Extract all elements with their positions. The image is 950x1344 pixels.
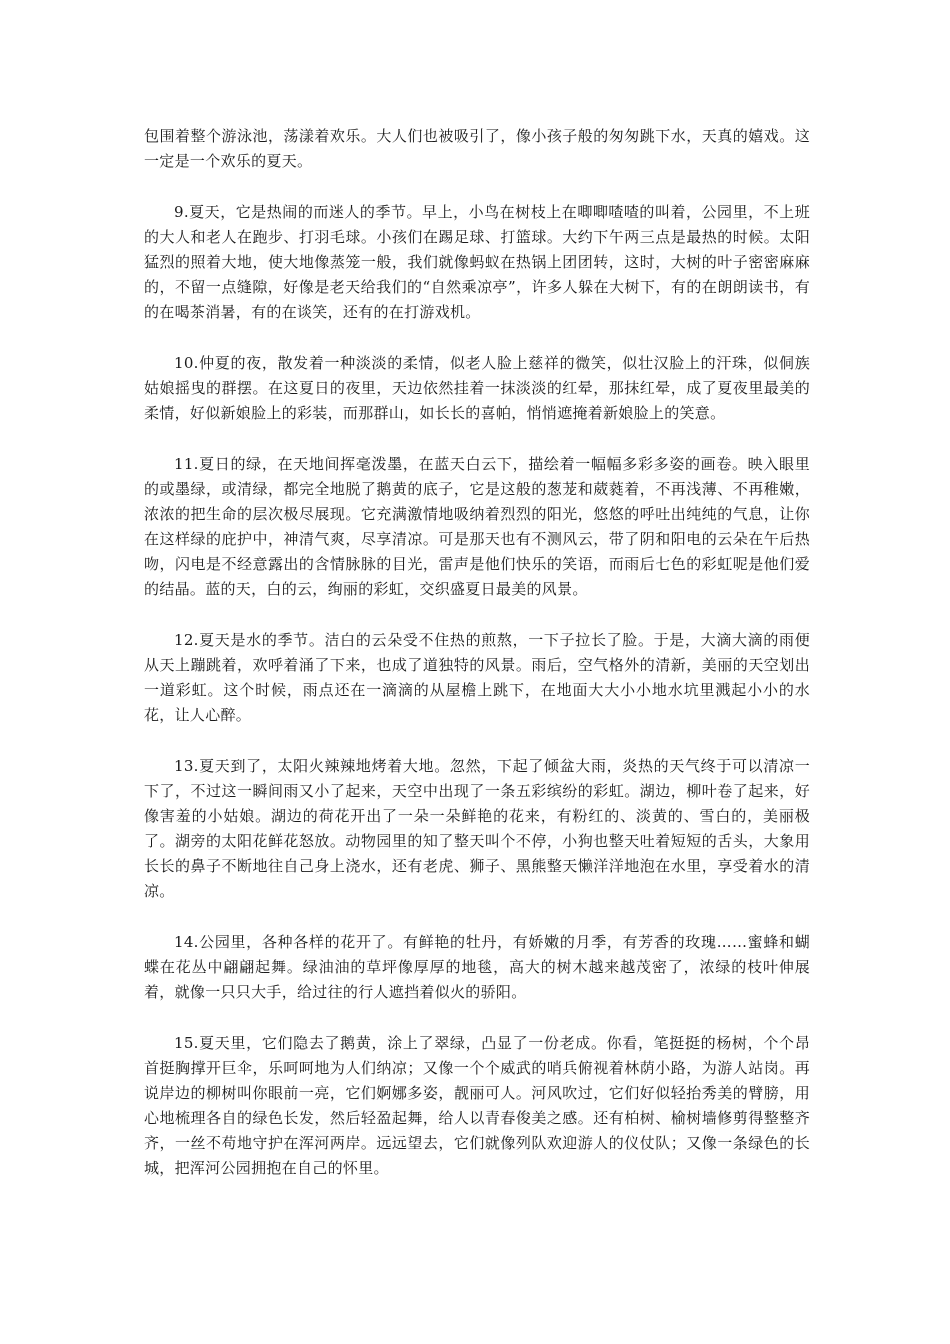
paragraph-continued: 包围着整个游泳池，荡漾着欢乐。大人们也被吸引了，像小孩子般的匆匆跳下水，天真的嬉戏。这一定是一个欢乐的夏天。 [144, 127, 810, 170]
paragraph-11: 11.夏日的绿，在天地间挥毫泼墨，在蓝天白云下，描绘着一幅幅多彩多姿的画卷。映入眼里的或墨绿，或清绿，都完全地脱了鹅黄的底子，它是这般的葱茏和葳蕤着，不再浅薄、不再稚嫩，浓浓的把生命的层次极尽展现。它充满激情地吸纳着烈烈的阳光，悠悠的呼吐出纯纯的气息，让你在这样绿的庇护中，神清气爽，尽享清凉。可是那天也有不测风云，带了阴和阳电的云朵在午后热吻，闪电是不经意露出的含情脉脉的目光，雷声是他们快乐的笑语，而雨后七色的彩虹呢是他们爱的结晶。蓝的天，白的云，绚丽的彩虹，交织盛夏日最美的风景。 [144, 455, 810, 598]
document-page [144, 124, 810, 1207]
paragraph-10: 10.仲夏的夜，散发着一种淡淡的柔情，似老人脸上慈祥的微笑，似壮汉脸上的汗珠，似侗族姑娘摇曳的群摆。在这夏日的夜里，天边依然挂着一抹淡淡的红晕，那抹红晕，成了夏夜里最美的柔情，好似新娘脸上的彩装，而那群山，如长长的喜帕，悄悄遮掩着新娘脸上的笑意。 [144, 354, 810, 422]
paragraph-12: 12.夏天是水的季节。洁白的云朵受不住热的煎熬，一下子拉长了脸。于是，大滴大滴的雨便从天上蹦跳着，欢呼着涌了下来，也成了道独特的风景。雨后，空气格外的清新，美丽的天空划出一道彩虹。这个时候，雨点还在一滴滴的从屋檐上跳下，在地面大大小小地水坑里溅起小小的水花，让人心醉。 [144, 631, 810, 724]
paragraph-15: 15.夏天里，它们隐去了鹅黄，涂上了翠绿，凸显了一份老成。你看，笔挺挺的杨树，个个昂首挺胸撑开巨伞，乐呵呵地为人们纳凉；又像一个个威武的哨兵俯视着林荫小路，为游人站岗。再说岸边的柳树叫你眼前一亮，它们婀娜多姿，靓丽可人。河风吹过，它们好似轻抬秀美的臂膀，用心地梳理各自的绿色长发，然后轻盈起舞，给人以青春俊美之感。还有柏树、榆树墙修剪得整整齐齐，一丝不苟地守护在浑河两岸。远远望去，它们就像列队欢迎游人的仪仗队；又像一条绿色的长城，把浑河公园拥抱在自己的怀里。 [144, 1034, 810, 1177]
paragraph-14: 14.公园里，各种各样的花开了。有鲜艳的牡丹，有娇嫩的月季，有芳香的玫瑰……蜜蜂和蝴蝶在花丛中翩翩起舞。绿油油的草坪像厚厚的地毯，高大的树木越来越茂密了，浓绿的枝叶伸展着，就像一只只大手，给过往的行人遮挡着似火的骄阳。 [144, 933, 810, 1001]
paragraph-9: 9.夏天，它是热闹的而迷人的季节。早上，小鸟在树枝上在唧唧喳喳的叫着，公园里，不上班的大人和老人在跑步、打羽毛球。小孩们在踢足球、打篮球。大约下午两三点是最热的时候。太阳猛烈的照着大地，使大地像蒸笼一般，我们就像蚂蚁在热锅上团团转，这时，大树的叶子密密麻麻的，不留一点缝隙，好像是老天给我们的“自然乘凉亭”，许多人躲在大树下，有的在朗朗读书，有的在喝茶消暑，有的在谈笑，还有的在打游戏机。 [144, 203, 810, 321]
paragraph-13: 13.夏天到了，太阳火辣辣地烤着大地。忽然，下起了倾盆大雨，炎热的天气终于可以清凉一下了，不过这一瞬间雨又小了起来，天空中出现了一条五彩缤纷的彩虹。湖边，柳叶卷了起来，好像害羞的小姑娘。湖边的荷花开出了一朵一朵鲜艳的花来，有粉红的、淡黄的、雪白的，美丽极了。湖旁的太阳花鲜花怒放。动物园里的知了整天叫个不停，小狗也整天吐着短短的舌头，大象用长长的鼻子不断地往自己身上浇水，还有老虎、狮子、黑熊整天懒洋洋地泡在水里，享受着水的清凉。 [144, 757, 810, 900]
